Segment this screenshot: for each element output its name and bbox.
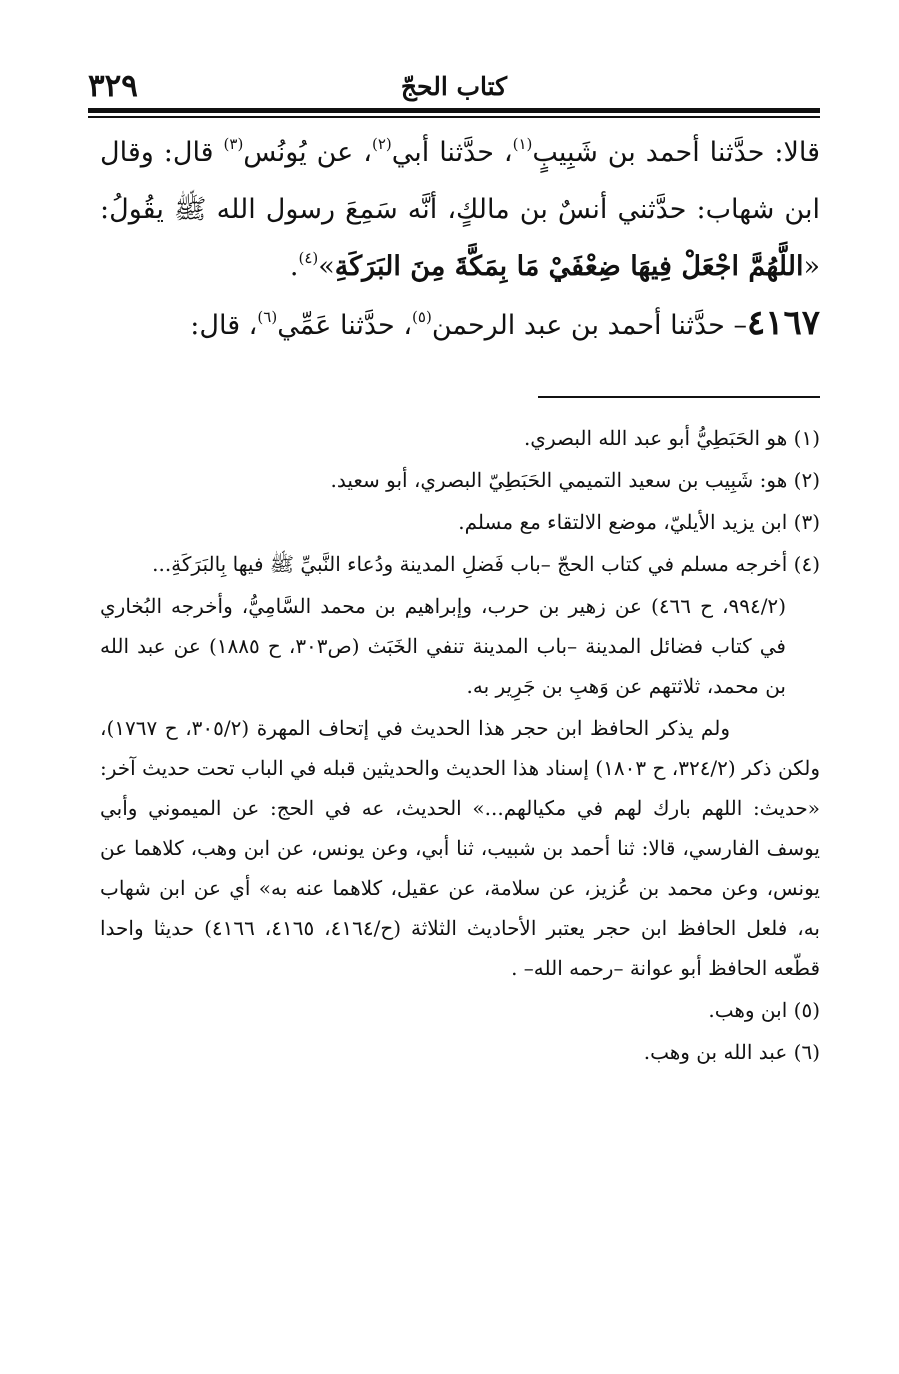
footnote-separator (538, 396, 820, 398)
footnote-5: (٥) ابن وهب. (708, 998, 820, 1022)
footnote-ref-5[interactable]: (٥) (412, 308, 432, 326)
header-rule-thick (88, 108, 820, 113)
hadith-number: ٤١٦٧ (746, 303, 820, 343)
footnote-ref-6[interactable]: (٦) (257, 308, 278, 326)
header-rule-thin (88, 116, 820, 118)
running-header (88, 68, 820, 108)
hadith-continuation: قالا: حدَّثنا أحمد بن شَبِيبٍ$^{(١)}$، حدَّثنا أبي$^{(٢)}$، عن يُونُس$^{(٣)}$ قال: وقال ابن شهاب: حدَّثني أنسٌ بن مالكٍ، أنَّه سَمِعَ رسول الله ﷺ يقُولُ: «اللَّهُمَّ اجْعَلْ فِيهَا ضِعْفَيْ مَا بِمَكَّةَ مِنَ البَرَكَةِ»$^{(٤)}$. (100, 135, 820, 282)
footnote-2: (٢) هو: شَبِيب بن سعيد التميمي الحَبَطِيّ البصري، أبو سعيد. (330, 468, 820, 492)
footnote-4-continuation: (٩٩٤/٢، ح ٤٦٦) عن زهير بن حرب، وإبراهيم بن محمد السَّامِيُّ، وأخرجه البُخاري في كتاب فضائل المدينة –باب المدينة تنفي الخَبَث (ص٣٠٣، ح ١٨٨٥) عن عبد الله بن محمد، ثلاثتهم عن وَهبِ بن جَرِير به. (100, 594, 786, 698)
footnote-3: (٣) ابن يزيد الأيليّ، موضع الالتقاء مع مسلم. (458, 510, 820, 534)
main-text (100, 124, 820, 354)
footnote-6: (٦) عبد الله بن وهب. (643, 1040, 820, 1064)
footnote-1: (١) هو الحَبَطِيُّ أبو عبد الله البصري. (523, 426, 820, 450)
prophetic-supplication: اللَّهُمَّ اجْعَلْ فِيهَا ضِعْفَيْ مَا بِمَكَّةَ مِنَ البَرَكَةِ (334, 251, 804, 282)
footnote-4-first-line: (٤) أخرجه مسلم في كتاب الحجّ –باب فَضلِ المدينة ودُعاء النَّبيِّ ﷺ فيها بِالبَرَكَةِ... (152, 552, 820, 576)
footnote-ref-4[interactable]: (٤) (298, 249, 319, 267)
footnote-ref-1[interactable]: (١) (512, 135, 533, 153)
footnote-4-paragraph-2: ولم يذكر الحافظ ابن حجر هذا الحديث في إتحاف المهرة (٣٠٥/٢، ح ١٧٦٧)، ولكن ذكر (٣٢٤/٢، ح ١٨٠٣) إسناد هذا الحديث والحديثين قبله في الباب تحت حديث آخر: «حديث: اللهم بارك لهم في مكيالهم...» الحديث، عه في الحج: عن الميموني وأبي يوسف الفارسي، قالا: ثنا أحمد بن شبيب، ثنا أبي، وعن يونس، عن ابن وهب، كلاهما عن يونس، وعن محمد بن عُزيز، عن سلامة، عن عقيل، كلاهما عنه به» أي عن ابن شهاب به، فلعل الحافظ ابن حجر يعتبر الأحاديث الثلاثة (ح/٤١٦٤، ٤١٦٥، ٤١٦٦) حديثا واحدا قطّعه الحافظ أبو عوانة –رحمه الله– . (100, 716, 820, 980)
footnotes (100, 418, 820, 1074)
page-number: ٣٢٩ (88, 68, 138, 104)
footnote-ref-2[interactable]: (٢) (371, 135, 392, 153)
running-title: كتاب الحجّ (400, 72, 508, 101)
hadith-4167: ٤١٦٧– حدَّثنا أحمد بن عبد الرحمن$^{(٥)}$، حدَّثنا عَمِّي$^{(٦)}$، قال: (190, 303, 820, 343)
footnote-ref-3[interactable]: (٣) (223, 135, 244, 153)
